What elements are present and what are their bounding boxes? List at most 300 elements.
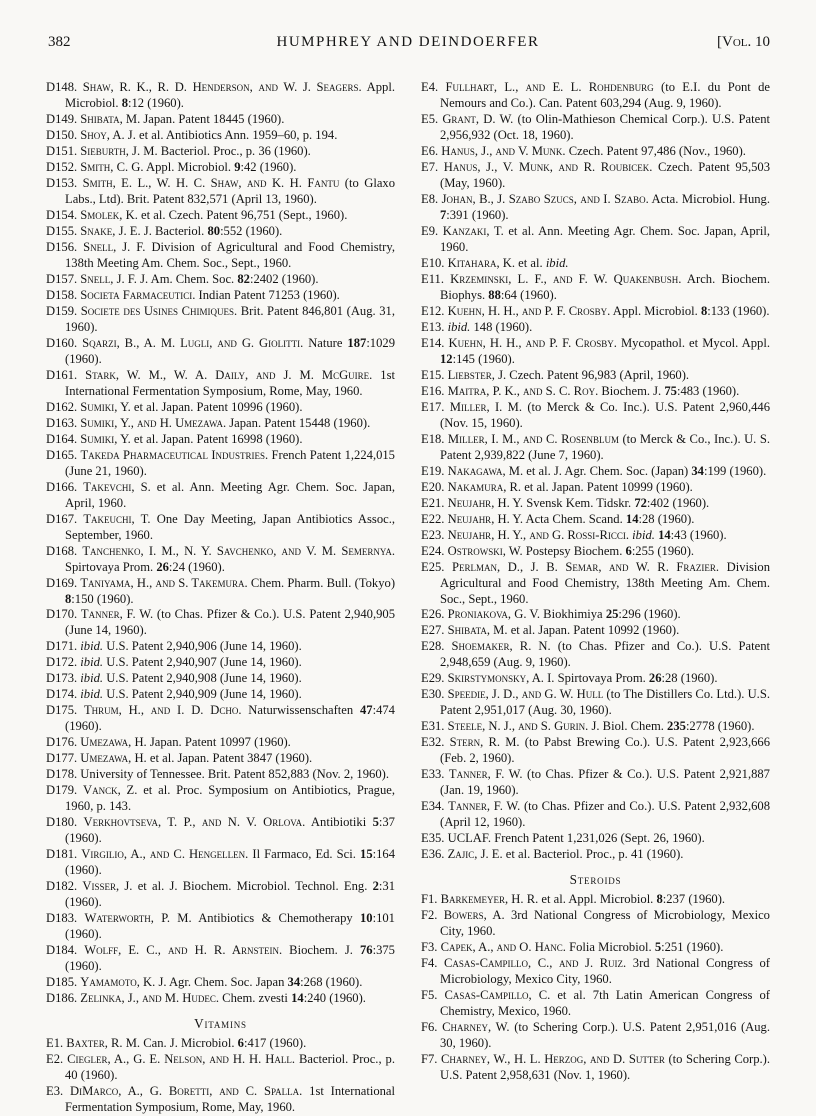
reference-text: 3rd National Congress of Microbiology, Mexico City, 1960. xyxy=(440,956,770,987)
reference-label: D170. xyxy=(46,607,78,622)
reference-item xyxy=(421,112,770,144)
reference-list-d xyxy=(46,80,395,1007)
reference-item xyxy=(421,892,770,908)
reference-label: D165. xyxy=(46,447,78,462)
reference-item xyxy=(46,1084,395,1116)
reference-item xyxy=(421,160,770,192)
reference-item xyxy=(421,799,770,831)
reference-text: Indian Patent 71253 (1960). xyxy=(198,287,340,302)
reference-item xyxy=(46,128,395,144)
reference-label: E24. xyxy=(421,543,445,558)
reference-text: Postepsy Biochem. xyxy=(525,543,623,558)
reference-pages: :28 (1960). xyxy=(661,671,718,686)
reference-item xyxy=(421,1052,770,1084)
reference-label: E1. xyxy=(46,1036,64,1051)
reference-item xyxy=(421,320,770,336)
reference-authors: Miller, I. M. xyxy=(449,399,522,414)
reference-ibid: ibid. xyxy=(632,527,655,542)
reference-authors: UCLAF. xyxy=(447,831,492,846)
reference-pages: :24 (1960). xyxy=(168,559,225,574)
reference-item xyxy=(421,1020,770,1052)
reference-volume: 15 xyxy=(360,847,373,862)
reference-label: E35. xyxy=(421,831,445,846)
reference-label: F7. xyxy=(421,1052,438,1067)
reference-label: D152. xyxy=(46,159,78,174)
reference-label: F6. xyxy=(421,1020,438,1035)
reference-authors: Stark, W. M., W. A. Daily, and J. M. McGuire. xyxy=(85,367,373,382)
reference-authors: Shibata, M. xyxy=(80,111,141,126)
reference-volume: 12 xyxy=(440,351,453,366)
reference-item xyxy=(46,368,395,400)
reference-label: E27. xyxy=(421,623,445,638)
reference-item xyxy=(421,735,770,767)
reference-item xyxy=(46,847,395,879)
reference-authors: Tanchenko, I. M., N. Y. Savchenko, and V. M. Semernya. xyxy=(82,543,395,558)
reference-text: (to Chas. Pfizer and Co.). U.S. Patent 2,948,659 (Aug. 9, 1960). xyxy=(440,639,771,670)
reference-authors: Perlman, D., J. B. Semar, and W. R. Frazier. xyxy=(452,559,720,574)
reference-authors: Societa Farmaceutici. xyxy=(80,287,196,302)
reference-label: D150. xyxy=(46,127,78,142)
reference-pages: :402 (1960). xyxy=(646,495,710,510)
reference-volume: 14 xyxy=(291,991,304,1006)
reference-item xyxy=(421,256,770,272)
reference-text: Arch. Biochem. Biophys. xyxy=(440,271,770,302)
reference-pages: :2402 (1960). xyxy=(249,271,319,286)
reference-label: D158. xyxy=(46,287,78,302)
reference-label: D149. xyxy=(46,111,78,126)
reference-item xyxy=(46,240,395,272)
reference-item xyxy=(46,544,395,576)
reference-label: E18. xyxy=(421,431,445,446)
reference-authors: Zajic, J. E. xyxy=(447,847,503,862)
reference-pages: :150 (1960). xyxy=(71,591,134,606)
reference-text: Biochem. J. xyxy=(601,383,662,398)
reference-volume: 80 xyxy=(207,223,221,238)
reference-pages: :199 (1960). xyxy=(703,463,767,478)
reference-text: Nature xyxy=(308,335,343,350)
reference-text: (to Merck & Co., Inc.). U. S. Patent 2,939,822 (June 7, 1960). xyxy=(440,431,770,462)
reference-item xyxy=(421,192,770,224)
reference-text: 148 (1960). xyxy=(473,319,533,334)
reference-authors: Sumiki, Y., and H. Umezawa. xyxy=(80,415,227,430)
reference-text: J. Am. Chem. Soc. xyxy=(140,271,235,286)
reference-list-vitamins xyxy=(46,1036,395,1116)
reference-authors: DiMarco, A., G. Boretti, and C. Spalla. xyxy=(69,1084,303,1099)
reference-pages: :417 (1960). xyxy=(243,1036,307,1051)
reference-label: D185. xyxy=(46,975,78,990)
reference-item xyxy=(421,336,770,368)
reference-text: Bacteriol. Proc., p. 36 (1960). xyxy=(160,143,311,158)
reference-volume: 5 xyxy=(654,940,662,955)
reference-pages: :552 (1960). xyxy=(220,223,283,238)
reference-pages: :251 (1960). xyxy=(661,940,724,955)
reference-item xyxy=(46,671,395,687)
reference-text: French Patent 1,231,026 (Sept. 26, 1960). xyxy=(494,831,705,846)
reference-ibid: ibid. xyxy=(80,655,104,670)
reference-text: (to Glaxo Labs., Ltd). Brit. Patent 832,571 (April 13, 1960). xyxy=(65,175,396,206)
reference-label: E28. xyxy=(421,639,445,654)
reference-label: E22. xyxy=(421,511,445,526)
reference-authors: Miller, I. M., and C. Rosenblum xyxy=(447,431,619,446)
reference-authors: Skirstymonsky, A. I. xyxy=(447,671,555,686)
reference-volume: 14 xyxy=(625,511,639,526)
reference-pages: :43 (1960). xyxy=(670,527,727,542)
reference-text: et al. Antibiotics Ann. 1959–60, p. 194. xyxy=(139,127,338,142)
reference-authors: Sieburth, J. M. xyxy=(80,143,158,158)
reference-label: D179. xyxy=(46,783,78,798)
reference-item xyxy=(46,272,395,288)
reference-volume: 187 xyxy=(347,335,367,350)
reference-text: Spirtovaya Prom. xyxy=(65,559,154,574)
reference-pages: :37 (1960). xyxy=(65,815,395,846)
reference-authors: Hanus, J., and V. Munk. xyxy=(441,143,566,158)
reference-pages: :375 (1960). xyxy=(65,943,395,974)
reference-text: et al. Appl. Microbiol. xyxy=(541,892,654,907)
reference-label: E19. xyxy=(421,463,445,478)
reference-authors: Nakamura, R. xyxy=(447,479,522,494)
reference-text: et al. Proc. Symposium on Antibiotics, Prague, 1960, p. 143. xyxy=(65,783,395,814)
reference-authors: Smith, E. L., W. H. C. Shaw, and K. H. Fantu xyxy=(82,175,340,190)
reference-text: (to E.I. du Pont de Nemours and Co.). Can. Patent 603,294 (Aug. 9, 1960). xyxy=(440,80,770,110)
volume-label: [Vol. 10 xyxy=(717,34,770,50)
reference-text: (to The Distillers Co. Ltd.). U.S. Patent 2,951,017 (Aug. 30, 1960). xyxy=(440,687,770,718)
reference-etal: et al. xyxy=(518,255,543,270)
reference-label: F4. xyxy=(421,956,438,971)
page-number: 382 xyxy=(48,34,71,50)
reference-volume: 47 xyxy=(360,703,373,718)
reference-label: E15. xyxy=(421,367,445,382)
reference-item xyxy=(421,908,770,940)
reference-volume: 75 xyxy=(664,383,677,398)
reference-authors: Yamamoto, K. xyxy=(80,975,156,990)
reference-label: D160. xyxy=(46,335,78,350)
section-heading-vitamins: Vitamins xyxy=(194,1016,247,1032)
reference-item xyxy=(421,560,770,608)
reference-item xyxy=(421,988,770,1020)
reference-item xyxy=(421,831,770,847)
reference-authors: Barkemeyer, H. R. xyxy=(440,892,539,907)
reference-item xyxy=(421,719,770,735)
reference-item xyxy=(46,911,395,943)
reference-authors: Verkhovtseva, T. P., and N. V. Orlova. xyxy=(83,815,306,830)
reference-authors: Ostrowski, W. xyxy=(447,543,523,558)
reference-item xyxy=(46,767,395,783)
reference-text: (to Olin-Mathieson Chemical Corp.). U.S. Patent 2,956,932 (Oct. 18, 1960). xyxy=(440,111,770,142)
reference-item xyxy=(421,144,770,160)
reference-label: E8. xyxy=(421,191,439,206)
reference-authors: Smith, C. G. xyxy=(80,159,144,174)
reference-item xyxy=(46,879,395,911)
reference-item xyxy=(46,687,395,703)
reference-volume: 82 xyxy=(237,271,250,286)
reference-item xyxy=(421,847,770,863)
reference-text: (to Pabst Brewing Co.). U.S. Patent 2,923,666 (Feb. 2, 1960). xyxy=(440,735,771,766)
reference-volume: 8 xyxy=(656,892,663,907)
reference-label: D154. xyxy=(46,207,78,222)
reference-authors: Umezawa, H. xyxy=(80,751,147,766)
reference-item xyxy=(421,400,770,432)
reference-text: Division of Agricultural and Food Chemistry, 138th Meeting Am. Chem. Soc., Sept., 1960. xyxy=(65,239,395,270)
reference-authors: Liebster, J. xyxy=(447,367,507,382)
reference-text: Czech. Patent 97,486 (Nov., 1960). xyxy=(568,143,746,158)
reference-ibid: ibid. xyxy=(80,639,104,654)
reference-item xyxy=(421,224,770,256)
reference-label: E36. xyxy=(421,847,445,862)
reference-volume: 8 xyxy=(121,95,128,110)
reference-label: D157. xyxy=(46,271,78,286)
reference-item xyxy=(46,703,395,735)
reference-volume: 6 xyxy=(625,543,632,558)
reference-text: French Patent 1,224,015 (June 21, 1960). xyxy=(65,447,395,478)
reference-item xyxy=(46,112,395,128)
reference-ibid: ibid. xyxy=(447,319,471,334)
reference-authors: Ciegler, A., G. E. Nelson, and H. H. Hall. xyxy=(67,1052,295,1067)
reference-item xyxy=(46,432,395,448)
reference-authors: Bowers, A. xyxy=(443,908,505,923)
reference-item xyxy=(46,975,395,991)
reference-label: E31. xyxy=(421,719,445,734)
reference-item xyxy=(46,639,395,655)
reference-text: Naturwissenschaften xyxy=(248,703,354,718)
reference-item xyxy=(46,607,395,639)
reference-text: et al. Japan. Patent 10992 (1960). xyxy=(510,623,680,638)
reference-authors: Maitra, P. K., and S. C. Roy. xyxy=(447,383,599,398)
reference-label: E32. xyxy=(421,735,445,750)
reference-text: U.S. Patent 2,940,907 (June 14, 1960). xyxy=(106,655,302,670)
reference-pages: :474 (1960). xyxy=(65,703,395,734)
reference-label: E14. xyxy=(421,335,445,350)
reference-label: E9. xyxy=(421,223,439,238)
reference-volume: 6 xyxy=(237,1036,244,1051)
reference-volume: 9 xyxy=(234,159,241,174)
reference-label: D168. xyxy=(46,543,78,558)
reference-label: D153. xyxy=(46,175,78,190)
reference-volume: 14 xyxy=(658,527,671,542)
reference-item xyxy=(46,144,395,160)
reference-text: (to Schering Corp.). U.S. Patent 2,951,016 (Aug. 30, 1960). xyxy=(440,1020,771,1051)
reference-text: Czech. Patent 95,503 (May, 1960). xyxy=(440,159,770,190)
reference-pages: :164 (1960). xyxy=(65,847,395,878)
reference-volume: 72 xyxy=(634,495,647,510)
reference-item xyxy=(46,288,395,304)
reference-label: E16. xyxy=(421,383,445,398)
reference-pages: :133 (1960). xyxy=(707,303,770,318)
reference-text: Japan. Patent 10997 (1960). xyxy=(149,735,291,750)
reference-item xyxy=(46,655,395,671)
reference-label: E2. xyxy=(46,1052,64,1067)
reference-authors: Taniyama, H., and S. Takemura. xyxy=(80,575,248,590)
reference-volume: 8 xyxy=(700,303,708,318)
reference-authors: Kuehn, H. H., and P. F. Crosby. xyxy=(448,335,617,350)
reference-label: D164. xyxy=(46,431,78,446)
reference-text: Antibiotics & Chemotherapy xyxy=(198,911,353,926)
reference-authors: Johan, B., J. Szabo Szucs, and I. Szabo. xyxy=(441,191,649,206)
reference-item xyxy=(46,480,395,512)
reference-authors: Shoy, A. J. xyxy=(80,127,136,142)
reference-item xyxy=(421,528,770,544)
reference-item xyxy=(421,272,770,304)
reference-pages: :1029 (1960). xyxy=(65,335,395,366)
reference-text: Bacteriol. Proc., p. 40 (1960). xyxy=(65,1052,395,1083)
reference-pages: :101 (1960). xyxy=(65,911,395,942)
reference-volume: 235 xyxy=(667,719,686,734)
reference-label: E30. xyxy=(421,687,445,702)
reference-text: et al. 7th Latin American Congress of Chemistry, Mexico, 1960. xyxy=(440,988,770,1019)
reference-pages: :240 (1960). xyxy=(303,991,366,1006)
reference-text: et al. Japan. Patent 3847 (1960). xyxy=(149,751,313,766)
reference-text: 3rd National Congress of Microbiology, Mexico City, 1960. xyxy=(440,908,770,939)
reference-authors: Neujahr, H. Y., and G. Rossi-Ricci. xyxy=(447,527,630,542)
reference-label: D180. xyxy=(46,815,78,830)
reference-authors: Sumiki, Y. xyxy=(80,399,131,414)
right-column xyxy=(421,80,770,1116)
reference-label: D184. xyxy=(46,943,78,958)
reference-label: E25. xyxy=(421,559,445,574)
reference-text: J. Biol. Chem. xyxy=(591,719,664,734)
reference-volume: 26 xyxy=(156,559,169,574)
reference-pages: :31 (1960). xyxy=(65,879,396,910)
reference-text: Can. J. Microbiol. xyxy=(143,1036,235,1051)
reference-label: D169. xyxy=(46,575,78,590)
reference-authors: Stern, R. M. xyxy=(449,735,520,750)
reference-label: D167. xyxy=(46,511,78,526)
reference-text: et al. Japan. Patent 16998 (1960). xyxy=(133,431,303,446)
reference-text: (to Chas. Pfizer & Co.). U.S. Patent 2,921,887 (Jan. 19, 1960). xyxy=(440,767,770,798)
reference-volume: 34 xyxy=(287,975,301,990)
reference-pages: :255 (1960). xyxy=(631,543,695,558)
reference-text: Mycopathol. et Mycol. Appl. xyxy=(620,335,770,350)
reference-text: Svensk Kem. Tidskr. xyxy=(526,495,632,510)
reference-label: E13. xyxy=(421,319,445,334)
reference-item xyxy=(46,576,395,608)
reference-pages: :237 (1960). xyxy=(662,892,726,907)
reference-text: et al. Ann. Meeting Agr. Chem. Soc. Japan, April, 1960. xyxy=(440,223,770,254)
reference-text: et al. Japan. Patent 10999 (1960). xyxy=(524,479,693,494)
reference-text: Appl. Microbiol. xyxy=(65,80,395,110)
reference-authors: Hanus, J., V. Munk, and R. Roubicek. xyxy=(443,159,653,174)
reference-volume: 26 xyxy=(648,671,662,686)
reference-text: Appl. Microbiol. xyxy=(146,159,232,174)
reference-label: E3. xyxy=(46,1084,64,1099)
reference-text: Acta. Microbiol. Hung. xyxy=(651,191,770,206)
reference-label: E34. xyxy=(421,799,445,814)
reference-label: E4. xyxy=(421,80,439,94)
reference-authors: Krzeminski, L. F., and F. W. Quakenbush. xyxy=(450,271,682,286)
reference-item xyxy=(421,432,770,464)
reference-item xyxy=(46,400,395,416)
reference-authors: Societe des Usines Chimiques. xyxy=(80,303,238,318)
reference-authors: Steele, N. J., and S. Gurin. xyxy=(447,719,589,734)
reference-text: Biokhimiya xyxy=(543,607,603,622)
reference-label: D155. xyxy=(46,223,78,238)
reference-label: E7. xyxy=(421,159,439,174)
reference-volume: 34 xyxy=(691,463,704,478)
reference-authors: Sqarzi, B., A. M. Lugli, and G. Giolitti. xyxy=(82,335,304,350)
reference-volume: 88 xyxy=(488,287,501,302)
reference-item xyxy=(46,224,395,240)
reference-item xyxy=(421,304,770,320)
reference-authors: Takevchi, S. xyxy=(83,479,151,494)
reference-list-steroids xyxy=(421,892,770,1084)
reference-text: University of Tennessee. Brit. Patent 852,883 (Nov. 2, 1960). xyxy=(80,767,389,782)
reference-label: D181. xyxy=(46,847,78,862)
reference-label: E20. xyxy=(421,479,445,494)
reference-text: Chem. Pharm. Bull. (Tokyo) xyxy=(250,575,396,590)
reference-authors: Neujahr, H. Y. xyxy=(447,495,524,510)
reference-text: et al. Ann. Meeting Agr. Chem. Soc. Japan, April, 1960. xyxy=(65,479,395,510)
reference-item xyxy=(421,639,770,671)
reference-text: Biochem. J. xyxy=(289,943,353,958)
reference-label: D166. xyxy=(46,479,78,494)
reference-label: D161. xyxy=(46,367,78,382)
reference-authors: Fullhart, L., and E. L. Rohdenburg xyxy=(445,80,654,94)
reference-label: F3. xyxy=(421,940,438,955)
reference-text: Folia Microbiol. xyxy=(569,940,652,955)
reference-item xyxy=(46,416,395,432)
reference-item xyxy=(46,336,395,368)
reference-item xyxy=(46,815,395,847)
reference-authors: Grant, D. W. xyxy=(442,111,514,126)
reference-item xyxy=(421,956,770,988)
reference-text: Japan. Patent 15448 (1960). xyxy=(229,415,371,430)
reference-item xyxy=(421,544,770,560)
reference-text: One Day Meeting, Japan Antibiotics Assoc., September, 1960. xyxy=(65,511,396,542)
reference-authors: Thrum, H., and I. D. Dcho. xyxy=(83,703,242,718)
reference-label: F1. xyxy=(421,892,438,907)
reference-pages: :2778 (1960). xyxy=(685,719,755,734)
reference-item xyxy=(421,80,770,112)
reference-authors: Smolek, K. xyxy=(80,207,138,222)
reference-authors: Tanner, F. W. xyxy=(448,799,521,814)
reference-authors: Tanner, F. W. xyxy=(448,767,523,782)
reference-label: D148. xyxy=(46,80,78,94)
reference-label: D171. xyxy=(46,639,78,654)
reference-volume: 5 xyxy=(372,815,379,830)
reference-text: 1st International Fermentation Symposium, Rome, May, 1960. xyxy=(65,1084,396,1115)
reference-text: Division Agricultural and Food Chemistry, 138th Meeting Am. Chem. Soc., Sept., 1960. xyxy=(440,559,770,606)
reference-text: 1st International Fermentation Symposium, Rome, May, 1960. xyxy=(65,367,395,398)
reference-text: et al. Czech. Patent 96,751 (Sept., 1960). xyxy=(141,207,348,222)
reference-text: et al. Japan. Patent 10996 (1960). xyxy=(133,399,303,414)
reference-label: E26. xyxy=(421,607,445,622)
reference-authors: Visser, J. xyxy=(82,879,133,894)
reference-authors: Kuehn, H. H., and P. F. Crosby. xyxy=(447,303,611,318)
reference-label: D183. xyxy=(46,911,78,926)
reference-authors: Casas-Campillo, C. xyxy=(444,988,551,1003)
reference-authors: Tanner, F. W. xyxy=(80,607,154,622)
reference-label: D186. xyxy=(46,991,78,1006)
reference-text: (to Chas. Pfizer and Co.). U.S. Patent 2,932,608 (April 12, 1960). xyxy=(440,799,770,830)
reference-label: E21. xyxy=(421,495,445,510)
reference-item xyxy=(46,991,395,1007)
reference-authors: Shoemaker, R. N. xyxy=(451,639,551,654)
reference-list-e xyxy=(421,80,770,863)
reference-label: E23. xyxy=(421,527,445,542)
reference-authors: Snell, J. F. xyxy=(83,239,146,254)
reference-volume: 8 xyxy=(65,591,72,606)
reference-text: U.S. Patent 2,940,908 (June 14, 1960). xyxy=(106,671,302,686)
reference-label: D172. xyxy=(46,655,78,670)
reference-item xyxy=(421,767,770,799)
reference-authors: Snake, J. E. xyxy=(80,223,141,238)
reference-item xyxy=(46,208,395,224)
reference-item xyxy=(421,384,770,400)
reference-authors: Umezawa, H. xyxy=(80,735,147,750)
reference-item xyxy=(46,80,395,112)
reference-text: U.S. Patent 2,940,909 (June 14, 1960). xyxy=(106,687,302,702)
reference-authors: Waterworth, P. M. xyxy=(84,911,192,926)
reference-item xyxy=(46,160,395,176)
